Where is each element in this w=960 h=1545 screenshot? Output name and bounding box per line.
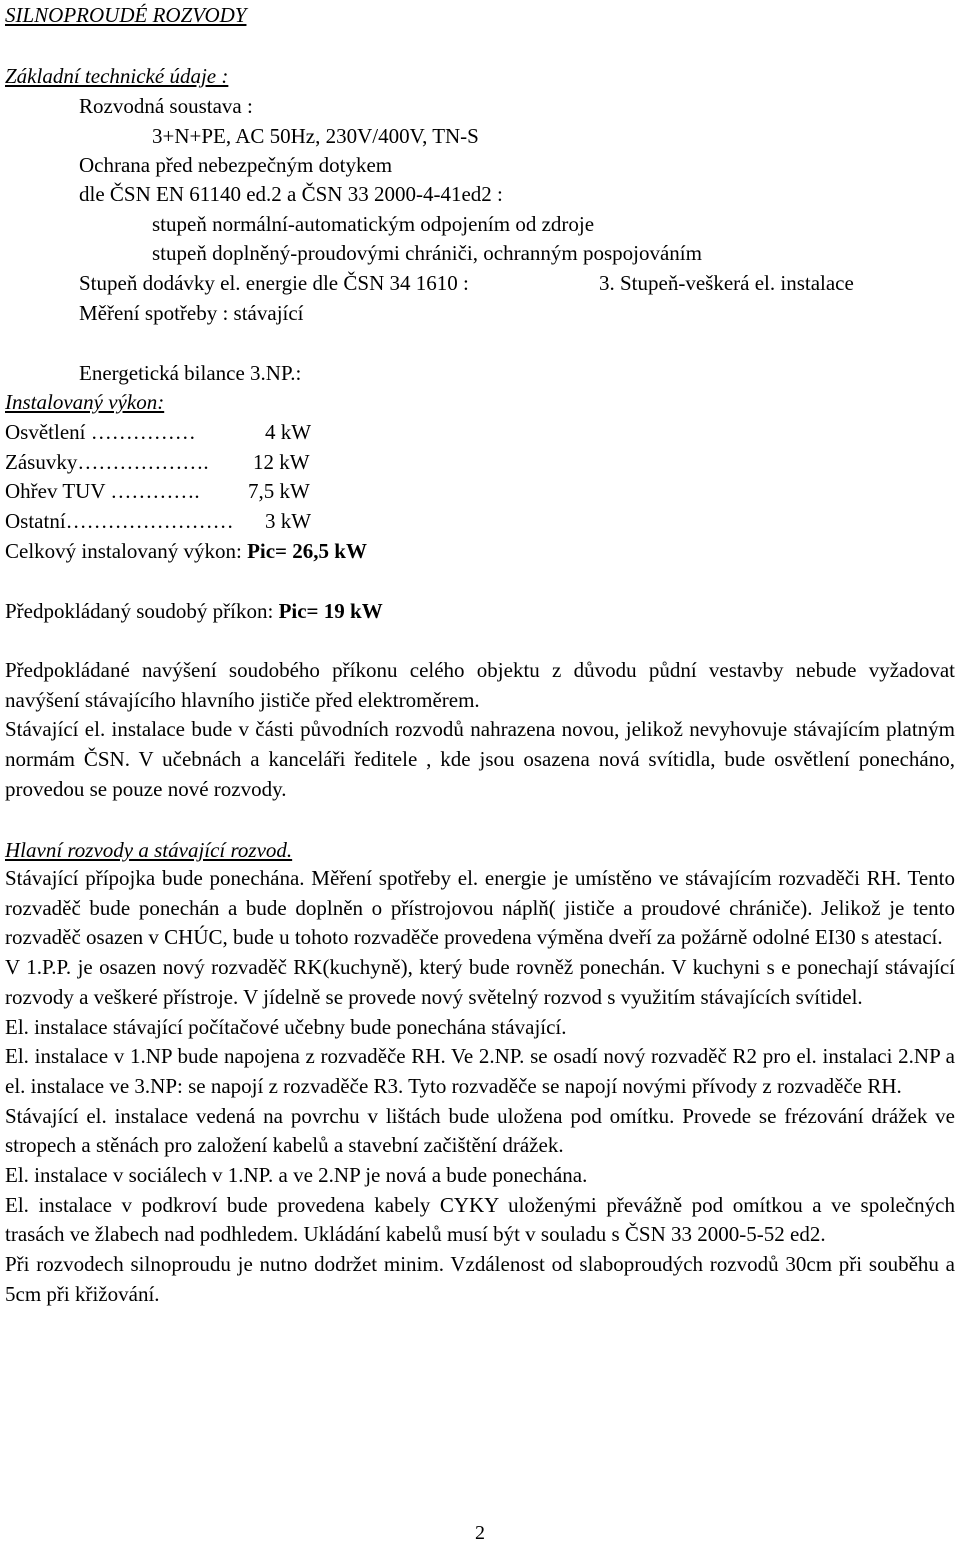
power-row-value: 3 kW xyxy=(265,509,312,533)
paragraph: El. instalace v 1.NP bude napojena z rozvaděče RH. Ve 2.NP. se osadí nový rozvaděč R2 pro el. instalaci 2.NP a el. instalace ve 3.NP: se napojí z rozvaděče R3. Tyto rozvaděče se napojí novými přívody z rozvaděče RH. xyxy=(5,1044,955,1098)
paragraph: Stávající el. instalace vedená na povrchu v lištách bude uložena pod omítku. Provede se frézování drážek ve stropech a stěnách pro založení kabelů a stavební začištění drážek. xyxy=(5,1103,955,1158)
paragraph: Stávající el. instalace bude v části původních rozvodů nahrazena novou, jelikož nevyhovuje stávajícím platným normám ČSN. V učebnách a kanceláři ředitele , kde jsou osazena nová svítidla, bude osvětlení ponecháno, provedou se pouze nové rozvody. xyxy=(5,717,955,801)
metering-info: Měření spotřeby : stávající xyxy=(79,301,304,325)
protection-item-1: stupeň normální-automatickým odpojením od zdroje xyxy=(152,212,595,236)
document-title: SILNOPROUDÉ ROZVODY xyxy=(5,3,247,27)
paragraph: El. instalace stávající počítačové učebny bude ponechána stávající. xyxy=(5,1014,567,1039)
power-row-value: 12 kW xyxy=(253,450,310,474)
power-row-label: Ohřev TUV …………. xyxy=(5,479,200,503)
page-number: 2 xyxy=(475,1522,485,1544)
paragraph-block-2 xyxy=(5,864,955,1310)
expected-label: Předpokládaný soudobý příkon: xyxy=(5,599,279,623)
paragraph: El. instalace v podkroví bude provedena kabely CYKY uloženými převážně pod omítkou a ve společných trasách ve žlabech nad podhledem. Ukládání kabelů musí být v souladu s ČSN 33 2000-5-52 ed2. xyxy=(5,1192,955,1247)
system-label: Rozvodná soustava : xyxy=(79,94,253,118)
protection-label-2: dle ČSN EN 61140 ed.2 a ČSN 33 2000-4-41ed2 : xyxy=(79,182,503,206)
bilance-heading: Energetická bilance 3.NP.: xyxy=(79,361,302,385)
supply-label: Stupeň dodávky el. energie dle ČSN 34 1610 : xyxy=(79,271,469,295)
paragraph: Při rozvodech silnoproudu je nutno dodržet minim. Vzdálenost od slaboproudých rozvodů 30cm při souběhu a 5cm při křižování. xyxy=(5,1252,955,1306)
power-row-label: Zásuvky………………. xyxy=(5,450,209,474)
power-row-value: 7,5 kW xyxy=(248,479,310,503)
protection-item-2: stupeň doplněný-proudovými chrániči, ochranným pospojováním xyxy=(152,241,702,265)
paragraph: Předpokládané navýšení soudobého příkonu celého objektu z důvodu půdní vestavby nebude vyžadovat navýšení stávajícího hlavního jističe před elektroměrem. xyxy=(5,658,955,712)
power-row-label: Ostatní…………………… xyxy=(5,509,234,533)
paragraph: V 1.P.P. je osazen nový rozvaděč RK(kuchyně), který bude rovněž ponechán. V kuchyni s e ponechají stávající rozvody a veškeré přístroje. V jídelně se provede nový světelný rozvod s využitím stávajících svítidel. xyxy=(5,955,955,1009)
paragraph-block-1 xyxy=(5,656,955,805)
expected-power xyxy=(5,598,383,624)
installed-heading: Instalovaný výkon: xyxy=(5,390,165,414)
section-heading: Hlavní rozvody a stávající rozvod. xyxy=(5,838,293,862)
total-label: Celkový instalovaný výkon: xyxy=(5,539,248,563)
power-row-label: Osvětlení …………… xyxy=(5,420,196,444)
power-row-value: 4 kW xyxy=(265,420,312,444)
paragraph: El. instalace v sociálech v 1.NP. a ve 2.NP je nová a bude ponechána. xyxy=(5,1163,588,1188)
total-installed-power xyxy=(5,538,367,564)
system-value: 3+N+PE, AC 50Hz, 230V/400V, TN-S xyxy=(152,124,479,148)
protection-label-1: Ochrana před nebezpečným dotykem xyxy=(79,153,393,177)
expected-value: Pic= 19 kW xyxy=(278,599,383,623)
supply-value: 3. Stupeň-veškerá el. instalace xyxy=(599,271,854,295)
total-value: Pic= 26,5 kW xyxy=(247,539,367,563)
paragraph: Stávající přípojka bude ponechána. Měření spotřeby el. energie je umístěno ve stávajícím rozvaděči RH. Tento rozvaděč bude ponechán a bude doplněn o přístrojovou náplň( jističe a proudové chrániče). Jelikož je tento rozvaděč osazen v CHÚC, bude u tohoto rozvaděče provedena výměna dveří za požárně odolné EI30 s atestací. xyxy=(5,866,955,950)
tech-heading: Základní technické údaje : xyxy=(5,64,229,88)
